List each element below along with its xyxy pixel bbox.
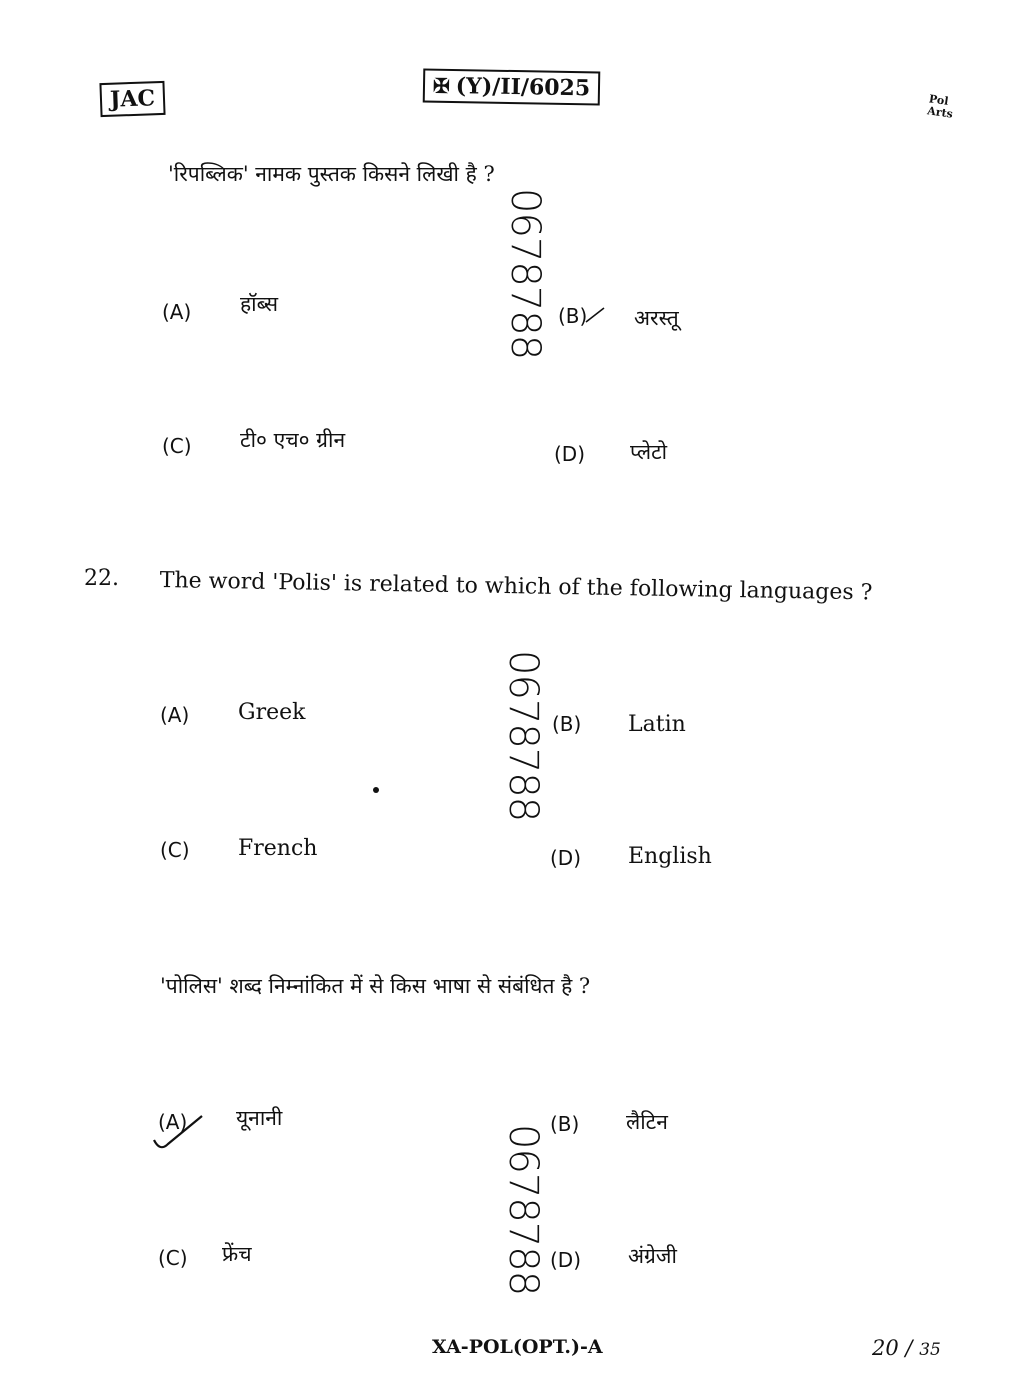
page-separator: /	[905, 1336, 913, 1360]
side-label-line2: Arts	[926, 104, 954, 121]
q22-option-a-text: Greek	[238, 700, 306, 725]
q21h-option-a-letter: (A)	[162, 300, 192, 324]
q22-option-b-text: Latin	[628, 712, 686, 737]
paper-code-box	[423, 68, 601, 105]
q22h-option-c-letter: (C)	[158, 1246, 188, 1270]
footer-code: XA-POL(OPT.)-A	[432, 1336, 603, 1358]
q22-number: 22.	[84, 566, 119, 591]
page-current: 20	[872, 1336, 899, 1360]
side-label-line1: Pol	[928, 92, 950, 108]
q21h-option-c-letter: (C)	[162, 434, 192, 458]
serial-number-1: 0678788	[502, 188, 548, 360]
q22-option-d-text: English	[628, 844, 712, 869]
q22h-option-a-letter: (A)	[158, 1110, 188, 1134]
q22h-option-d-text: अंग्रेजी	[628, 1244, 677, 1268]
jac-badge: JAC	[99, 81, 165, 117]
serial-number-3: 0678788	[500, 1124, 546, 1296]
tick-mark-small-icon	[584, 304, 606, 326]
page-number	[872, 1336, 941, 1360]
serial-number-2: 0678788	[500, 650, 546, 822]
q22-option-b-letter: (B)	[552, 712, 582, 736]
q22h-option-b-text: लैटिन	[626, 1110, 668, 1134]
tick-mark-icon	[150, 1112, 210, 1154]
q21h-option-b-letter: (B)	[558, 304, 588, 328]
q21h-option-a-text: हॉब्स	[240, 292, 279, 316]
q21h-option-c-text: टी० एच० ग्रीन	[240, 428, 346, 452]
q22-option-d-letter: (D)	[550, 846, 582, 870]
q21h-option-b-text: अरस्तू	[634, 306, 679, 330]
q21h-option-d-text: प्लेटो	[630, 440, 668, 464]
q21-hindi-text: 'रिपब्लिक' नामक पुस्तक किसने लिखी है ?	[168, 162, 495, 186]
q21h-option-d-letter: (D)	[554, 442, 586, 466]
page-total: 35	[919, 1340, 941, 1360]
q22h-option-a-text: यूनानी	[236, 1106, 283, 1130]
q22h-option-c-text: फ्रेंच	[222, 1242, 252, 1266]
q22-text: The word 'Polis' is related to which of the following languages ?	[159, 568, 873, 606]
q22-option-c-text: French	[238, 836, 318, 861]
paper-code: (Y)/II/6025	[455, 73, 591, 102]
q22-hindi-text: 'पोलिस' शब्द निम्नांकित में से किस भाषा से संबंधित है ?	[160, 974, 591, 998]
q22-option-c-letter: (C)	[160, 838, 190, 862]
q22-option-a-letter: (A)	[160, 703, 190, 727]
q22h-option-b-letter: (B)	[550, 1112, 580, 1136]
cross-icon: ✠	[432, 73, 450, 98]
side-label	[926, 93, 955, 120]
q22h-option-d-letter: (D)	[550, 1248, 582, 1272]
stray-dot	[373, 787, 379, 793]
